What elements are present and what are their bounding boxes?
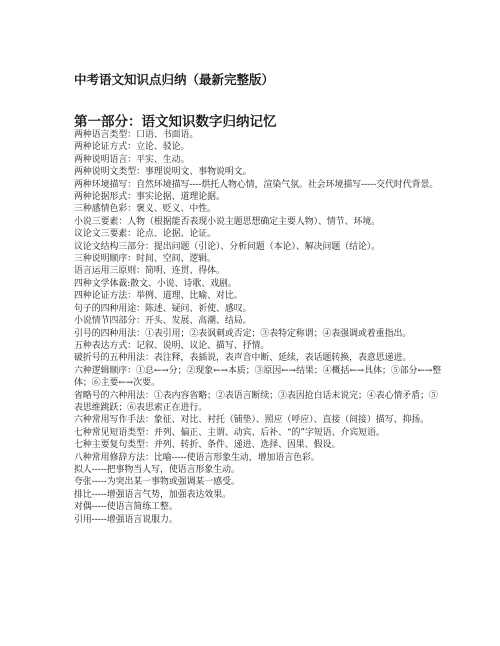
list-item: 六种逻辑顺序：①总←→分；②现象←→本质；③原因←→结果；④概括←→具体；⑤部分←→整体；⑥主要←→次要。 — [74, 365, 442, 389]
list-item: 四种文学体裁:散文、小说、诗歌、戏剧。 — [74, 278, 237, 289]
list-item: 对偶-----使语言简练工整。 — [74, 502, 178, 513]
list-item: 五种表达方式：记叙、说明、议论、描写、抒情。 — [74, 340, 270, 351]
list-item: 两种论据形式：事实论据、道理论据。 — [74, 192, 225, 203]
document-title: 中考语文知识点归纳（最新完整版） — [74, 72, 275, 87]
list-item: 小说三要素：人物（根据能否表现小说主题思想确定主要人物）、情节、环境。 — [74, 216, 381, 227]
list-item: 夸张-----为突出某一事物或强调某一感受。 — [74, 477, 240, 488]
list-item: 两种说明语言：平实、生动。 — [74, 154, 190, 165]
list-item: 破折号的五种用法：表注释，表插说，表声音中断、延续，表话题转换，表意思递进。 — [74, 353, 412, 364]
list-item: 三种说明顺序：时间、空间、逻辑。 — [74, 254, 216, 265]
list-item: 议论文三要素：论点、论据、论证。 — [74, 229, 216, 240]
list-item: 小说情节四部分：开头、发展、高潮、结局。 — [74, 316, 252, 327]
list-item: 排比-----增强语言气势，加强表达效果。 — [74, 489, 231, 500]
list-item: 六种常用写作手法：象征、对比、衬托（铺垫）、照应（呼应）、直接（间接）描写、抑扬。 — [74, 415, 429, 426]
list-item: 三种感情色彩：褒义、贬义、中性。 — [74, 204, 216, 215]
list-item: 两种说明文类型：事理说明文、事物说明文。 — [74, 167, 252, 178]
list-item: 四种论证方法：举例、道理、比喻、对比。 — [74, 291, 243, 302]
list-item: 拟人-----把事物当人写，使语言形象生动。 — [74, 464, 240, 475]
knowledge-list — [74, 129, 446, 526]
section-title: 第一部分：语文知识数字归纳记忆 — [74, 114, 277, 130]
list-item: 省略号的六种用法：①表内容省略；②表语言断续；③表因抢白话未说完；④表心情矛盾；⑤表思维跳跃；⑥表思索正在进行。 — [74, 390, 438, 413]
list-item: 句子的四种用途：陈述、疑问、祈使、感叹。 — [74, 303, 252, 314]
list-item: 两种论证方式：立论、驳论。 — [74, 142, 190, 153]
list-item: 八种常用修辞方法：比喻-----使语言形象生动，增加语言色彩。 — [74, 452, 320, 463]
list-item: 引用-----增强语言说服力。 — [74, 514, 178, 525]
list-item: 引号的四种用法：①表引用；②表讽刺或否定；③表特定称谓；④表强调或着重指出。 — [74, 328, 412, 339]
list-item: 两种语言类型：口语、书面语。 — [74, 130, 199, 140]
list-item: 七种主要复句类型：并列、转折、条件、递进、选择、因果、假设。 — [74, 440, 341, 451]
list-item: 七种常见短语类型：并列、偏正、主谓、动宾、后补、“的”字短语、介宾短语。 — [74, 427, 385, 438]
list-item: 语言运用三原则：简明、连贯、得体。 — [74, 266, 225, 277]
list-item: 议论文结构三部分：提出问题（引论）、分析问题（本论）、解决问题（结论）。 — [74, 241, 381, 252]
list-item: 两种环境描写：自然环境描写----烘托人物心情，渲染气氛。社会环境描写-----交代时代背景。 — [74, 179, 439, 190]
